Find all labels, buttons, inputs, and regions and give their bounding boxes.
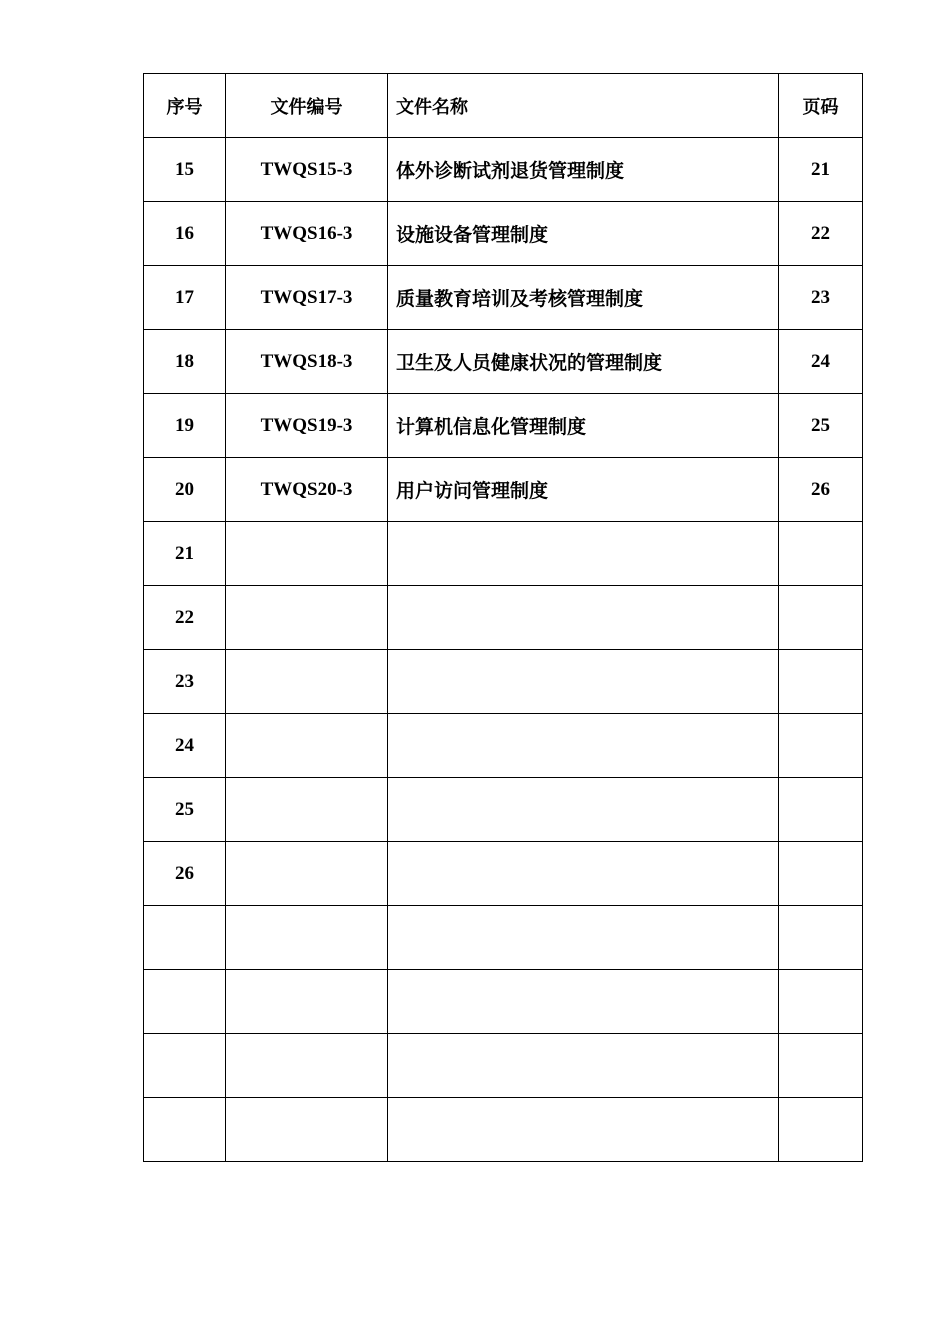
cell-file-name: 用户访问管理制度 — [388, 458, 779, 522]
cell-page-number: 26 — [779, 458, 863, 522]
table-row — [144, 522, 863, 586]
table-row — [144, 970, 863, 1034]
cell-page-number — [779, 714, 863, 778]
header-serial-number: 序号 — [144, 74, 226, 138]
cell-file-code — [226, 778, 388, 842]
cell-page-number — [779, 778, 863, 842]
cell-file-code: TWQS16-3 — [226, 202, 388, 266]
table-row — [144, 842, 863, 906]
table-row — [144, 266, 863, 330]
cell-page-number: 24 — [779, 330, 863, 394]
cell-page-number — [779, 586, 863, 650]
cell-file-code — [226, 906, 388, 970]
table-row — [144, 138, 863, 202]
cell-serial-number: 15 — [144, 138, 226, 202]
cell-file-code: TWQS18-3 — [226, 330, 388, 394]
header-file-code: 文件编号 — [226, 74, 388, 138]
cell-serial-number: 26 — [144, 842, 226, 906]
cell-file-code — [226, 586, 388, 650]
cell-page-number: 22 — [779, 202, 863, 266]
table-row — [144, 586, 863, 650]
cell-file-name — [388, 842, 779, 906]
cell-file-name: 计算机信息化管理制度 — [388, 394, 779, 458]
cell-file-name — [388, 906, 779, 970]
cell-page-number — [779, 1034, 863, 1098]
cell-serial-number: 19 — [144, 394, 226, 458]
cell-page-number: 21 — [779, 138, 863, 202]
cell-page-number — [779, 906, 863, 970]
cell-file-name — [388, 586, 779, 650]
header-file-name: 文件名称 — [388, 74, 779, 138]
cell-file-name: 体外诊断试剂退货管理制度 — [388, 138, 779, 202]
cell-file-code — [226, 714, 388, 778]
cell-page-number — [779, 842, 863, 906]
cell-page-number — [779, 970, 863, 1034]
table-row — [144, 906, 863, 970]
table-row — [144, 1034, 863, 1098]
cell-file-code: TWQS20-3 — [226, 458, 388, 522]
cell-file-name — [388, 1034, 779, 1098]
cell-file-code — [226, 1034, 388, 1098]
cell-page-number — [779, 1098, 863, 1162]
cell-file-code — [226, 970, 388, 1034]
table-row — [144, 1098, 863, 1162]
cell-file-name — [388, 714, 779, 778]
cell-serial-number: 23 — [144, 650, 226, 714]
table-row — [144, 202, 863, 266]
cell-file-code — [226, 650, 388, 714]
cell-file-code: TWQS19-3 — [226, 394, 388, 458]
cell-page-number — [779, 522, 863, 586]
header-page-number: 页码 — [779, 74, 863, 138]
table-row — [144, 330, 863, 394]
cell-serial-number: 22 — [144, 586, 226, 650]
cell-serial-number: 17 — [144, 266, 226, 330]
table-row — [144, 394, 863, 458]
cell-page-number: 23 — [779, 266, 863, 330]
cell-file-name — [388, 1098, 779, 1162]
cell-page-number — [779, 650, 863, 714]
cell-serial-number: 25 — [144, 778, 226, 842]
cell-file-name: 设施设备管理制度 — [388, 202, 779, 266]
cell-serial-number: 16 — [144, 202, 226, 266]
cell-file-name — [388, 778, 779, 842]
cell-serial-number — [144, 906, 226, 970]
table-body — [144, 138, 863, 1162]
table-row — [144, 458, 863, 522]
cell-file-name — [388, 970, 779, 1034]
cell-file-name — [388, 650, 779, 714]
cell-serial-number: 20 — [144, 458, 226, 522]
cell-file-code — [226, 1098, 388, 1162]
cell-file-name: 质量教育培训及考核管理制度 — [388, 266, 779, 330]
cell-serial-number: 21 — [144, 522, 226, 586]
cell-page-number: 25 — [779, 394, 863, 458]
cell-file-code: TWQS17-3 — [226, 266, 388, 330]
table-header-row — [144, 74, 863, 138]
table-row — [144, 650, 863, 714]
file-index-table — [143, 73, 863, 1162]
table-row — [144, 778, 863, 842]
cell-serial-number — [144, 1098, 226, 1162]
cell-serial-number: 18 — [144, 330, 226, 394]
cell-serial-number — [144, 970, 226, 1034]
cell-serial-number: 24 — [144, 714, 226, 778]
cell-file-name: 卫生及人员健康状况的管理制度 — [388, 330, 779, 394]
cell-file-code: TWQS15-3 — [226, 138, 388, 202]
cell-file-code — [226, 842, 388, 906]
table-row — [144, 714, 863, 778]
cell-serial-number — [144, 1034, 226, 1098]
cell-file-name — [388, 522, 779, 586]
cell-file-code — [226, 522, 388, 586]
